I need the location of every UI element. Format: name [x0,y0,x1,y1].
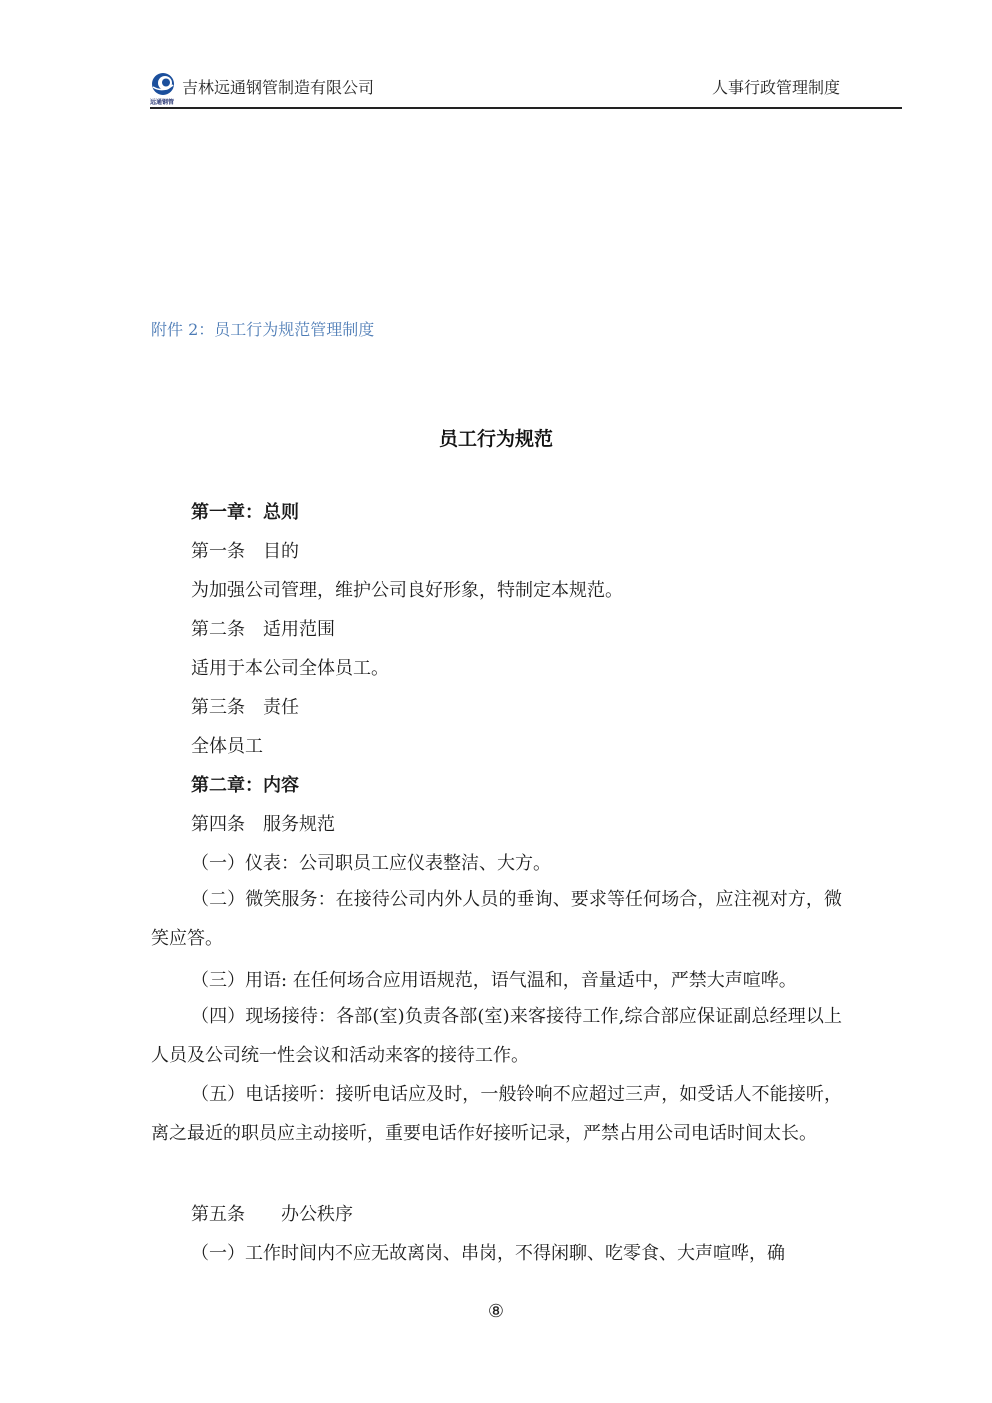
header-divider [150,107,902,109]
document-title: 员工行为规范 [438,428,553,450]
article-5-item-1: （一）工作时间内不应无故离岗、串岗，不得闲聊、吃零食、大声喧哗，确 [191,1243,785,1264]
article-4-item-2: （二）微笑服务：在接待公司内外人员的垂询、要求等任何场合，应注视对方，微笑应答。 [151,889,842,949]
article-1-text: 为加强公司管理，维护公司良好形象，特制定本规范。 [191,580,623,601]
article-2-text: 适用于本公司全体员工。 [191,658,389,679]
page-number: ⑧ [487,1301,505,1322]
article-4-item-1: （一）仪表：公司职员工应仪表整洁、大方。 [191,853,551,874]
attachment-label: 附件 2：员工行为规范管理制度 [151,320,375,339]
article-3-text: 全体员工 [191,736,263,757]
document-type: 人事行政管理制度 [711,78,840,97]
chapter-1-heading: 第一章：总则 [191,502,299,523]
article-2-heading: 第二条 适用范围 [191,619,335,640]
company-name: 吉林远通钢管制造有限公司 [182,78,375,97]
article-3-heading: 第三条 责任 [191,697,299,718]
logo-caption: 远通钢管 [150,99,175,106]
page-header [150,70,902,110]
article-5-heading: 第五条 办公秩序 [191,1204,353,1225]
article-4-item-3: （三）用语: 在任何场合应用语规范，语气温和，音量适中，严禁大声喧哗。 [191,970,797,991]
chapter-2-heading: 第二章：内容 [191,775,299,796]
article-4-item-5: （五）电话接听：接听电话应及时，一般铃响不应超过三声，如受话人不能接听，离之最近的职员应主动接听，重要电话作好接听记录，严禁占用公司电话时间太长。 [151,1084,842,1144]
article-1-heading: 第一条 目的 [191,541,299,562]
article-4-heading: 第四条 服务规范 [191,814,335,835]
article-4-item-4: （四）现场接待：各部(室)负责各部(室)来客接待工作,综合部应保证副总经理以上人员及公司统一性会议和活动来客的接待工作。 [151,1006,842,1066]
